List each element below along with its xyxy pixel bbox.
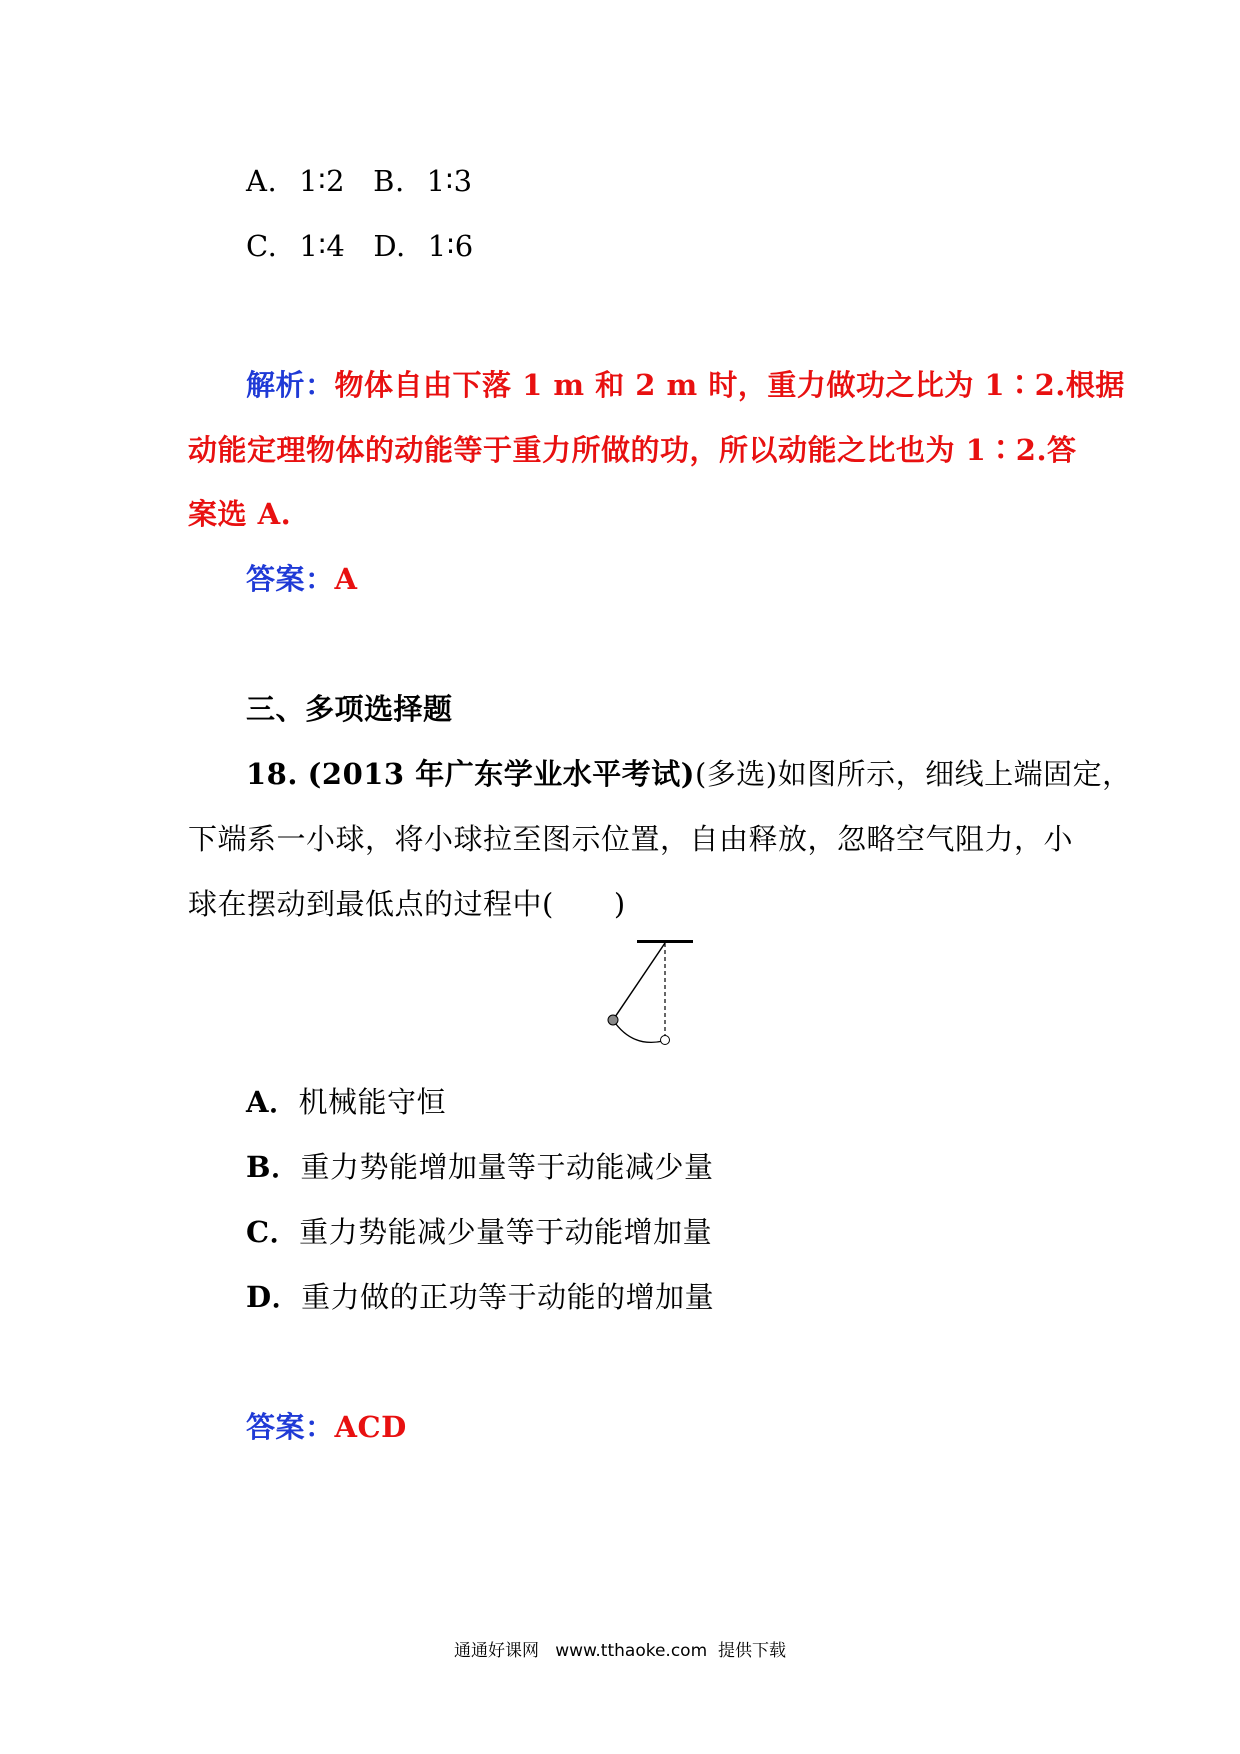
q18-option-b-letter: B．	[246, 1150, 301, 1184]
q18-option-c-text: 重力势能减少量等于动能增加量	[299, 1215, 713, 1249]
q18-line-1-rest: (多选)如图所示，细线上端固定，	[694, 757, 1132, 791]
q18-option-a	[246, 1080, 446, 1121]
q17-option-c-letter: C	[246, 229, 268, 263]
q17-options-row-1: A. 1∶2 B. 1∶3	[246, 164, 473, 198]
pendulum-diagram	[598, 938, 708, 1058]
q18-answer	[246, 1405, 407, 1446]
q17-options-row-2: C. 1∶4 D. 1∶6	[246, 229, 474, 263]
ceiling-support	[637, 940, 693, 943]
q17-option-a-text: 1∶2	[299, 164, 346, 198]
q17-option-b-text: 1∶3	[426, 164, 473, 198]
analysis-label: 解析：	[246, 368, 335, 402]
q17-option-d-text: 1∶6	[427, 229, 474, 263]
q18-option-b-text: 重力势能增加量等于动能减少量	[300, 1150, 714, 1184]
q18-line-3	[188, 882, 626, 923]
pendulum-ball	[608, 1015, 618, 1025]
q18-line-2: 下端系一小球，将小球拉至图示位置，自由释放，忽略空气阻力，小	[188, 822, 1074, 856]
q18-answer-value: ACD	[334, 1410, 407, 1444]
q18-option-d-letter: D．	[246, 1280, 302, 1314]
q18-option-c	[246, 1210, 712, 1251]
q18-line-3-close: )	[613, 887, 626, 921]
q17-analysis-line-1	[246, 363, 1125, 404]
section-heading: 三、多项选择题	[246, 692, 453, 726]
q18-answer-label: 答案：	[246, 1410, 335, 1444]
q17-analysis-line-2: 动能定理物体的动能等于重力所做的功，所以动能之比也为 1∶2.答	[188, 433, 1077, 467]
q18-option-b	[246, 1145, 714, 1186]
q17-option-d-letter: D	[373, 229, 397, 263]
q18-source: (2013 年广东学业水平考试)	[307, 757, 695, 791]
q18-option-a-text: 机械能守恒	[298, 1085, 447, 1119]
q17-option-c-text: 1∶4	[299, 229, 346, 263]
q18-option-a-letter: A．	[246, 1085, 299, 1119]
q17-option-a-letter: A	[246, 164, 268, 198]
swing-arc	[613, 1020, 663, 1042]
pendulum-string	[613, 943, 665, 1020]
page-footer: 通通好课网 www.tthaoke.com 提供下载	[454, 1641, 786, 1661]
answer-label: 答案：	[246, 562, 335, 596]
q18-option-d-text: 重力做的正功等于动能的增加量	[301, 1280, 715, 1314]
q18-line-3-text: 球在摆动到最低点的过程中(	[188, 887, 554, 921]
answer-value: A	[334, 562, 358, 596]
q17-analysis-line-3: 案选 A.	[188, 497, 292, 531]
q17-option-b-letter: B	[373, 164, 395, 198]
q18-number: 18.	[246, 757, 298, 791]
q18-line-1	[246, 752, 1132, 793]
analysis-text-1: 物体自由下落 1 m 和 2 m 时，重力做功之比为 1∶2.根据	[334, 368, 1125, 402]
lowest-point-marker	[661, 1036, 670, 1045]
q18-option-d	[246, 1275, 714, 1316]
q17-answer	[246, 557, 358, 598]
q18-option-c-letter: C．	[246, 1215, 300, 1249]
